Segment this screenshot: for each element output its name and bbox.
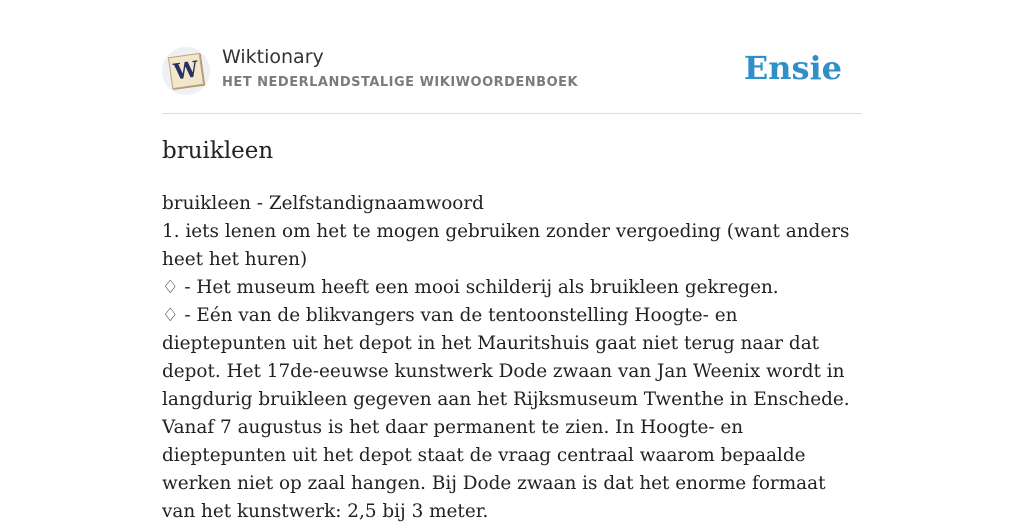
- logo-letter: W: [171, 56, 201, 86]
- wiktionary-logo-icon[interactable]: [162, 47, 210, 95]
- site-name[interactable]: Wiktionary: [222, 46, 324, 68]
- example-sentence: ♢ - Eén van de blikvangers van de tentoonstelling Hoogte- en dieptepunten uit het depot in het Mauritshuis gaat niet terug naar dat depot. Het 17de-eeuwse kunstwerk Dode zwaan van Jan Weenix wordt in langdurig bruikleen gegeven aan het Rijksmuseum Twenthe in Enschede. Vanaf 7 augustus is het daar permanent te zien. In Hoogte- en dieptepunten uit het depot staat de vraag centraal waarom bepaalde werken niet op zaal hangen. Bij Dode zwaan is dat het enorme formaat van het kunstwerk: 2,5 bij 3 meter.: [162, 305, 850, 522]
- page-title: bruikleen: [162, 138, 274, 164]
- entry-heading: bruikleen - Zelfstandignaamwoord: [162, 193, 484, 214]
- site-subtitle: HET NEDERLANDSTALIGE WIKIWOORDENBOEK: [222, 75, 579, 90]
- header-divider: [162, 113, 862, 114]
- entry-definition: 1. iets lenen om het te mogen gebruiken zonder vergoeding (want anders heet het huren): [162, 221, 850, 270]
- ensie-brand-logo[interactable]: Ensie: [743, 49, 842, 87]
- entry-body: [162, 190, 864, 526]
- example-sentence: ♢ - Het museum heeft een mooi schilderij als bruikleen gekregen.: [162, 277, 779, 298]
- logo-tile: [168, 53, 204, 89]
- site-header: [162, 44, 862, 100]
